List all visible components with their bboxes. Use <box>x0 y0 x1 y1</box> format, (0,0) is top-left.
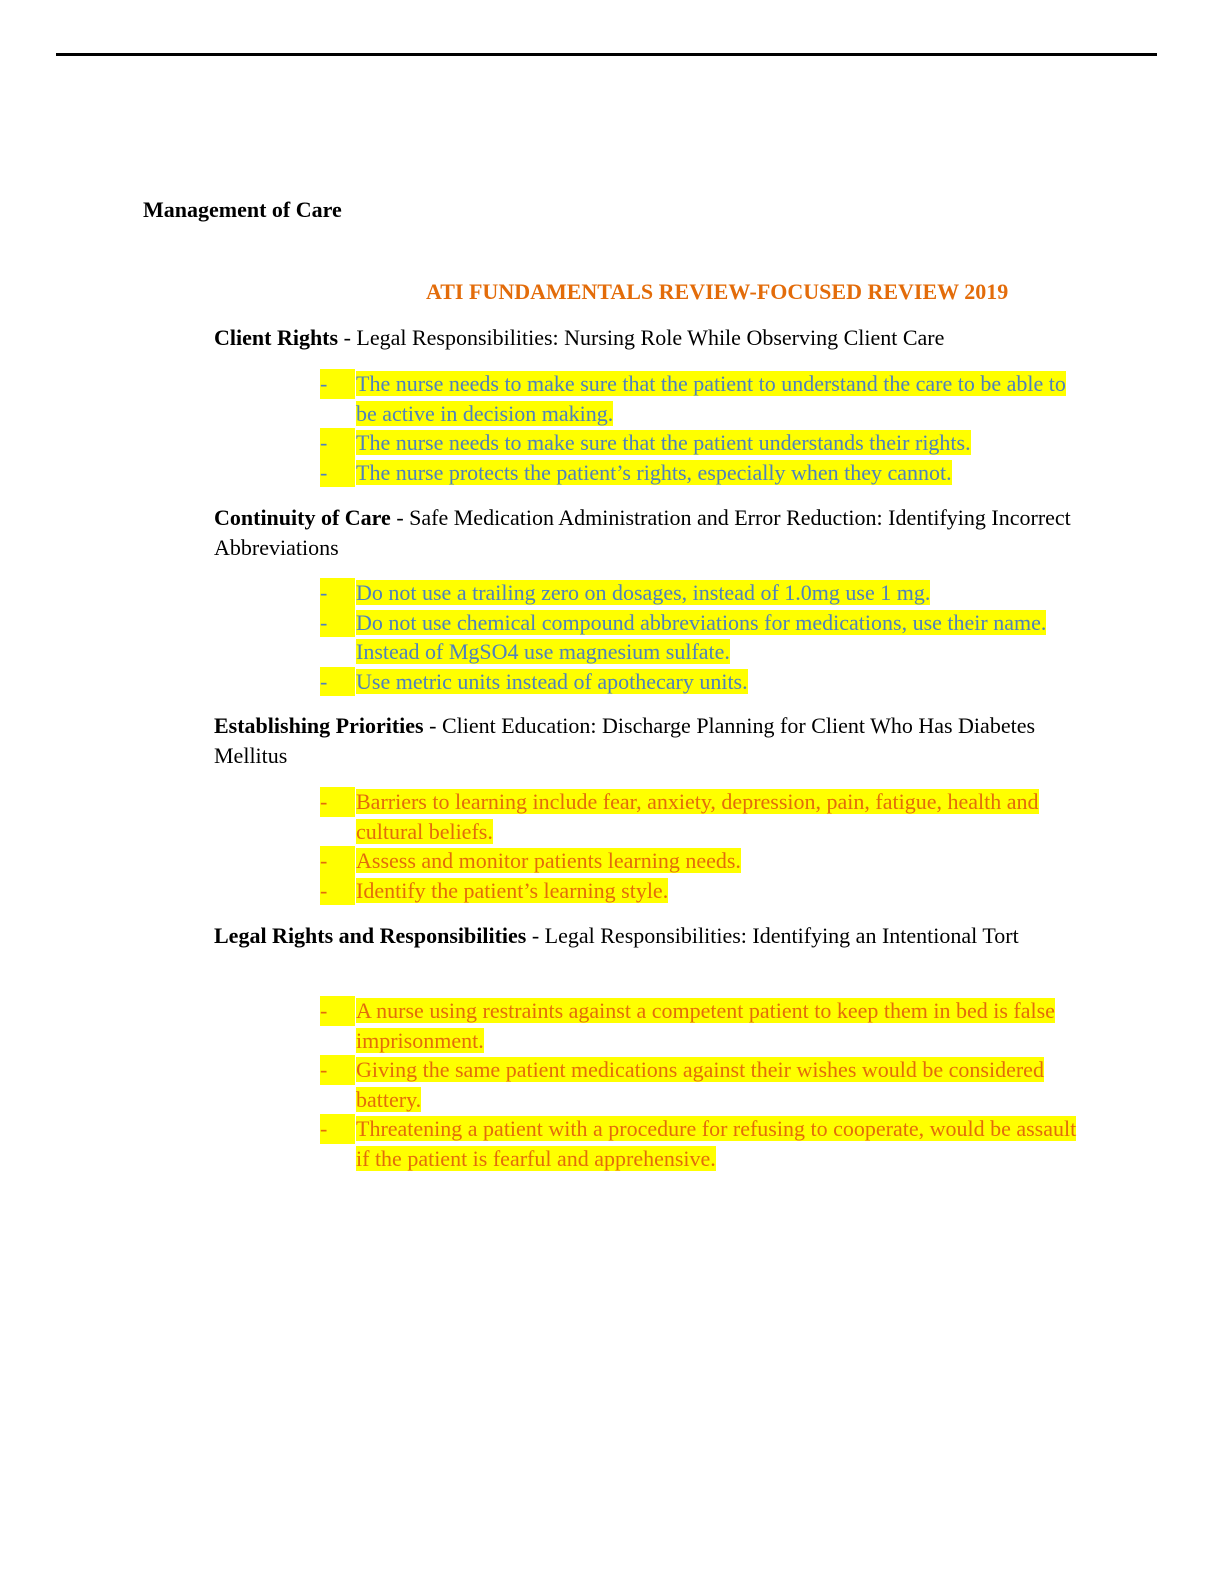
topic-name: Continuity of Care <box>214 505 391 530</box>
topic-description: - Legal Responsibilities: Identifying an Intentional Tort <box>526 923 1019 948</box>
bullet-dash: - <box>320 369 355 399</box>
bullet-text: Giving the same patient medications against their wishes would be considered battery. <box>356 1057 1044 1112</box>
topic-establishing-priorities <box>214 711 1074 770</box>
topic-description: - Safe Medication Administration and Error Reduction: Identifying Incorrect Abbreviations <box>214 505 1071 560</box>
list-item <box>320 1055 1080 1114</box>
bullet-dash: - <box>320 428 355 458</box>
topic-continuity-of-care <box>214 503 1074 562</box>
list-item <box>320 578 1080 608</box>
bullet-dash: - <box>320 876 355 906</box>
bullet-text: Barriers to learning include fear, anxiety, depression, pain, fatigue, health and cultural beliefs. <box>356 789 1039 844</box>
bullet-dash: - <box>320 667 355 697</box>
section-heading: Management of Care <box>143 197 342 222</box>
topic-description: - Legal Responsibilities: Nursing Role While Observing Client Care <box>338 325 945 350</box>
list-item <box>320 876 1080 906</box>
topic-name: Client Rights <box>214 325 339 350</box>
list-item <box>320 846 1080 876</box>
topic-client-rights <box>214 323 1074 353</box>
list-item <box>320 428 1080 458</box>
bullet-dash: - <box>320 458 355 488</box>
bullet-list-establishing-priorities <box>320 787 1080 905</box>
topic-legal-rights <box>214 921 1074 951</box>
bullet-text: The nurse protects the patient’s rights, especially when they cannot. <box>356 459 952 485</box>
bullet-text: Do not use a trailing zero on dosages, instead of 1.0mg use 1 mg. <box>356 580 931 605</box>
bullet-text: Assess and monitor patients learning needs. <box>356 848 741 873</box>
bullet-dash: - <box>320 608 355 638</box>
bullet-dash: - <box>320 787 355 817</box>
list-item <box>320 369 1080 428</box>
topic-name: Legal Rights and Responsibilities <box>214 923 527 948</box>
bullet-dash: - <box>320 996 355 1026</box>
bullet-list-client-rights <box>320 369 1080 487</box>
bullet-text: Do not use chemical compound abbreviations for medications, use their name. Instead of MgSO4 use magnesium sulfate. <box>356 609 1047 664</box>
topic-name: Establishing Priorities <box>214 713 424 738</box>
bullet-dash: - <box>320 578 355 608</box>
topic-description: - Client Education: Discharge Planning for Client Who Has Diabetes Mellitus <box>214 713 1036 768</box>
list-item <box>320 608 1080 667</box>
bullet-dash: - <box>320 1114 355 1144</box>
bullet-text: Use metric units instead of apothecary units. <box>356 668 748 694</box>
list-item <box>320 667 1080 697</box>
list-item <box>320 996 1080 1055</box>
bullet-text: A nurse using restraints against a competent patient to keep them in bed is false imprisonment. <box>356 998 1055 1053</box>
bullet-list-continuity-of-care <box>320 578 1080 696</box>
list-item <box>320 458 1080 488</box>
bullet-text: Identify the patient’s learning style. <box>356 877 669 903</box>
bullet-text: Threatening a patient with a procedure for refusing to cooperate, would be assault if the patient is fearful and apprehensive. <box>356 1116 1077 1171</box>
list-item <box>320 1114 1080 1173</box>
bullet-text: The nurse needs to make sure that the patient to understand the care to be able to be active in decision making. <box>356 371 1066 426</box>
list-item <box>320 787 1080 846</box>
header-rule <box>56 53 1157 56</box>
bullet-dash: - <box>320 846 355 876</box>
bullet-text: The nurse needs to make sure that the patient understands their rights. <box>356 430 971 455</box>
document-title: ATI FUNDAMENTALS REVIEW-FOCUSED REVIEW 2019 <box>426 279 1009 304</box>
bullet-dash: - <box>320 1055 355 1085</box>
bullet-list-legal-rights <box>320 996 1080 1173</box>
